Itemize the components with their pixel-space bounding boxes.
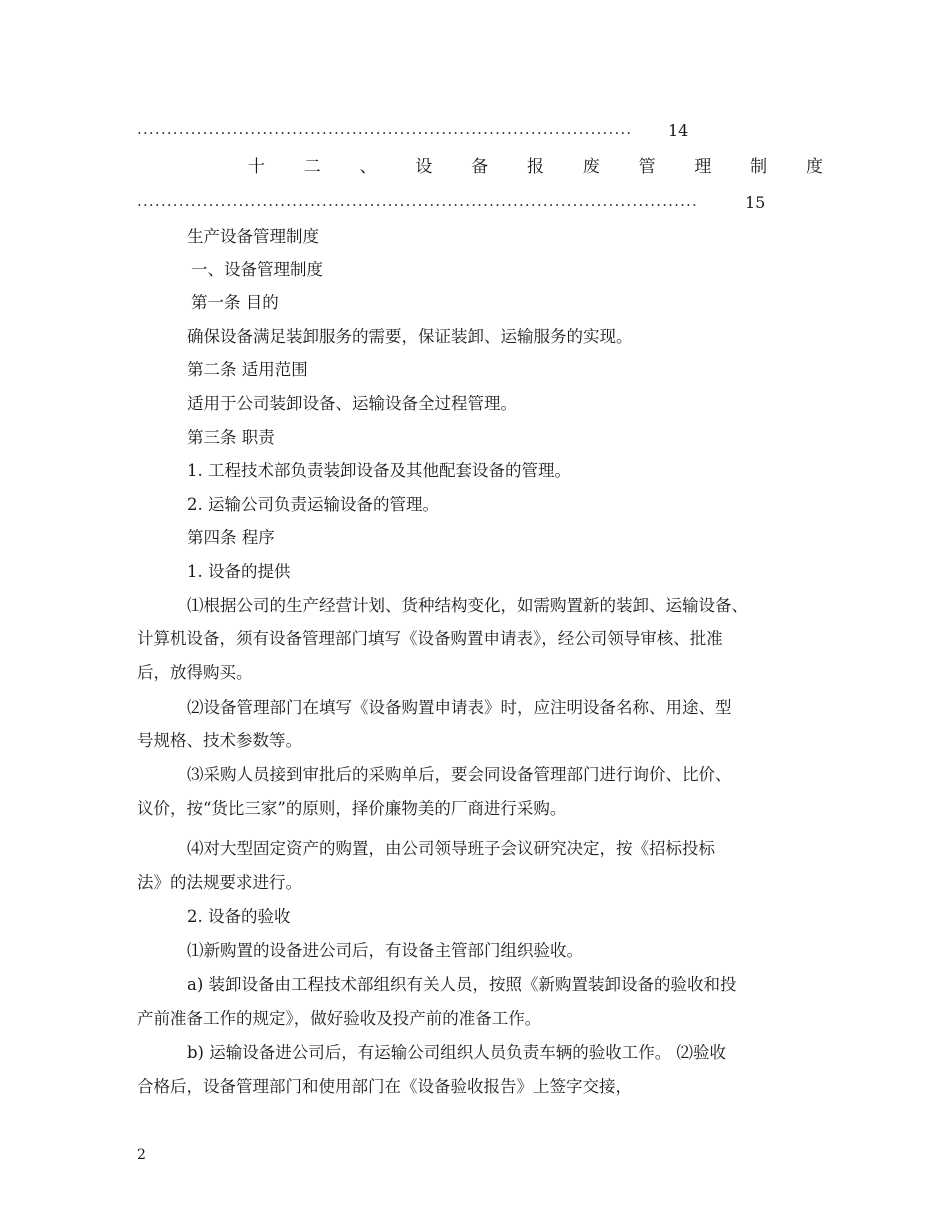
paragraph-line: 法》的法规要求进行。 [137,873,302,892]
toc-title-char: 备 [471,157,489,177]
article-heading: 第二条 适用范围 [187,360,308,379]
article-heading: 第四条 程序 [187,528,275,547]
list-item: 1. 工程技术部负责装卸设备及其他配套设备的管理。 [187,461,571,480]
paragraph-line: 议价，按“货比三家”的原则，择价廉物美的厂商进行采购。 [137,799,567,818]
paragraph-line: b) 运输设备进公司后，有运输公司组织人员负责车辆的验收工作。 ⑵验收 [187,1043,726,1062]
paragraph-line: a) 装卸设备由工程技术部组织有关人员，按照《新购置装卸设备的验收和投 [187,975,737,994]
paragraph-line: ⑷对大型固定资产的购置，由公司领导班子会议研究决定，按《招标投标 [187,839,715,858]
list-item: 1. 设备的提供 [187,562,291,581]
paragraph-line: 产前准备工作的规定》，做好验收及投产前的准备工作。 [137,1009,542,1028]
toc-leader-dots: ................................................................................... [137,120,633,138]
toc-title-char: 制 [750,157,768,177]
toc-title-char: 、 [359,157,377,177]
toc-page-number: 14 [668,121,689,140]
paragraph-line: 确保设备满足装卸服务的需要，保证装卸、运输服务的实现。 [187,327,633,346]
paragraph-line: ⑴根据公司的生产经营计划、货种结构变化，如需购置新的装卸、运输设备、 [187,596,748,615]
toc-title-char: 十 [248,157,265,177]
toc-leader-dots: .............................................................................................. [137,192,698,210]
toc-page-number: 15 [745,193,766,212]
toc-title-char: 报 [526,157,544,177]
document-title: 生产设备管理制度 [187,227,319,246]
paragraph-line: ⑶采购人员接到审批后的采购单后，要会同设备管理部门进行询价、比价、 [187,765,732,784]
toc-title-char: 度 [805,157,823,177]
paragraph-line: 计算机设备，须有设备管理部门填写《设备购置申请表》，经公司领导审核、批准 [137,629,723,648]
list-item: 2. 运输公司负责运输设备的管理。 [187,495,439,514]
paragraph-line: 号规格、技术参数等。 [137,731,302,750]
article-heading: 第一条 目的 [191,293,279,312]
page-number: 2 [137,1147,146,1163]
toc-title-char: 二 [303,157,321,177]
toc-title-char: 管 [638,157,656,177]
toc-entry-title [248,152,823,177]
article-heading: 第三条 职责 [187,428,275,447]
section-heading: 一、设备管理制度 [191,260,323,279]
paragraph-line: ⑵设备管理部门在填写《设备购置申请表》时，应注明设备名称、用途、型 [187,698,732,717]
paragraph-line: ⑴新购置的设备进公司后，有设备主管部门组织验收。 [187,941,583,960]
paragraph-line: 适用于公司装卸设备、运输设备全过程管理。 [187,394,517,413]
toc-title-char: 理 [694,157,712,177]
toc-title-char: 设 [415,157,433,177]
toc-title-char: 废 [582,157,600,177]
paragraph-line: 合格后，设备管理部门和使用部门在《设备验收报告》上签字交接， [137,1077,632,1096]
paragraph-line: 后，放得购买。 [137,663,253,682]
list-item: 2. 设备的验收 [187,907,291,926]
